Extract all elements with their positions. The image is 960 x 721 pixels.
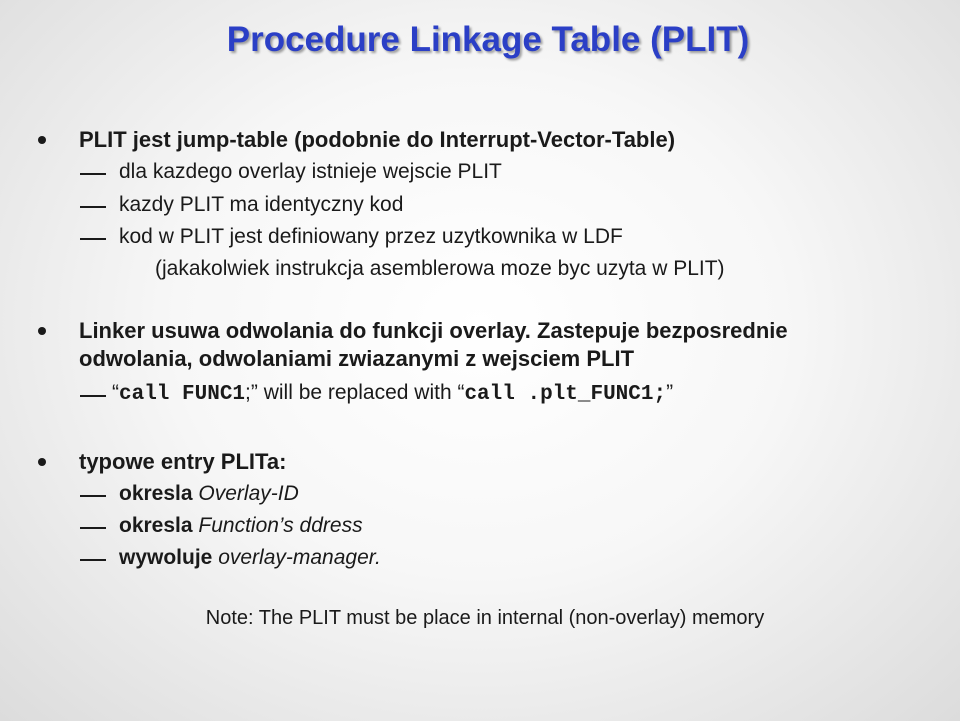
item-verb: okresla — [119, 514, 199, 537]
dash-icon — [80, 173, 106, 175]
open-quote: “ — [112, 381, 119, 404]
item-object: Function’s ddress — [198, 514, 363, 537]
bullet-icon — [38, 458, 46, 466]
bullet-icon — [38, 136, 46, 144]
section3-item-1 — [119, 480, 299, 508]
section3-item-3 — [119, 544, 381, 572]
close-quote: ” — [666, 381, 674, 404]
dash-icon — [80, 395, 106, 397]
example-mid-text: ;” will be replaced with “ — [245, 381, 465, 404]
section1-continuation: (jakakolwiek instrukcja asemblerowa moze byc uzyta w PLIT) — [155, 257, 725, 280]
dash-icon — [80, 527, 106, 529]
section3-item-2 — [119, 512, 363, 540]
item-verb: okresla — [119, 482, 193, 505]
dash-icon — [80, 206, 106, 208]
section1-item-2: kazdy PLIT ma identyczny kod — [119, 193, 404, 216]
section3-heading: typowe entry PLITa: — [79, 449, 287, 474]
section2-heading-line1: Linker usuwa odwolania do funkcji overlay. Zastepuje bezposrednie — [79, 318, 788, 343]
bullet-icon — [38, 327, 46, 335]
section2-example — [112, 379, 673, 409]
code-call-func1: call FUNC1 — [119, 383, 246, 406]
section1-item-1: dla kazdego overlay istnieje wejscie PLIT — [119, 160, 502, 183]
footer-note: Note: The PLIT must be place in internal (non-overlay) memory — [205, 607, 765, 629]
section1-heading: PLIT jest jump-table (podobnie do Interrupt-Vector-Table) — [79, 127, 676, 152]
section2-heading-line2: odwolania, odwolaniami zwiazanymi z wejsciem PLIT — [79, 346, 635, 371]
code-call-plt-func1: call .plt_FUNC1; — [464, 383, 667, 406]
dash-icon — [80, 238, 106, 240]
dash-icon — [80, 495, 106, 497]
slide-title: Procedure Linkage Table (PLIT) — [226, 20, 750, 59]
item-verb: wywoluje — [119, 546, 213, 569]
dash-icon — [80, 559, 106, 561]
item-object: overlay-manager. — [212, 546, 381, 569]
item-object: Overlay-ID — [192, 482, 299, 505]
section1-item-3: kod w PLIT jest definiowany przez uzytkownika w LDF — [119, 225, 623, 248]
